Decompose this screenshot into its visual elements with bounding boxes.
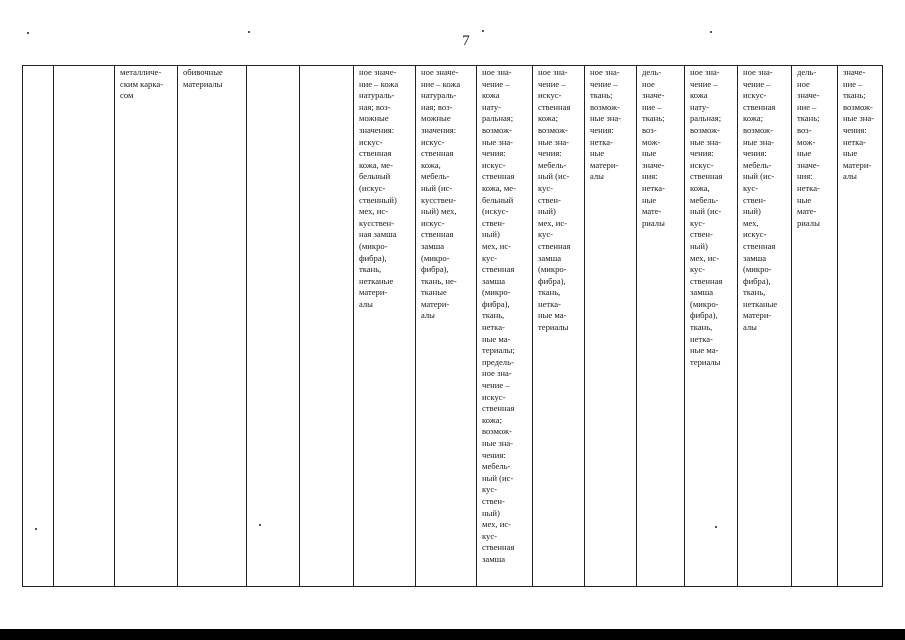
scan-speck [27, 32, 29, 34]
table-cell: дель- ное значе- ние – ткань; воз- мож- ные значе- ния: нетка- ные мате- риалы [637, 66, 685, 587]
scan-speck [710, 31, 712, 33]
table-cell: ное зна- чение – искус- ственная кожа; возмож- ные зна- чения: мебель- ный (ис- кус- ствен- ный) мех, ис- кус- ственная замша (микро- фибра), ткань, нетка- ные ма- териалы [533, 66, 585, 587]
table-cell [23, 66, 54, 587]
scan-speck [482, 30, 484, 32]
table-cell: ное зна- чение – кожа нату- ральная; возмож- ные зна- чения: искус- ственная кожа, ме- бельный (искус- ствен- ный) мех, ис- кус- ственная замша (микро- фибра), ткань, нетка- ные ма- териалы; предель- ное зна- чение – искус- ственная кожа; возмож- ные зна- чения: мебель- ный (ис- кус- ствен- ный) мех, ис- кус- ственная замша [477, 66, 533, 587]
table-cell: ное зна- чение – кожа нату- ральная; возмож- ные зна- чения: искус- ственная кожа, мебель- ный (ис- кус- ствен- ный) мех, ис- кус- ственная замша (микро- фибра), ткань, нетка- ные ма- териалы [685, 66, 738, 587]
table-cell [54, 66, 115, 587]
table-cell: металличе- ским карка- сом [115, 66, 178, 587]
table-cell: ное зна- чение – ткань; возмож- ные зна- чения: нетка- ные матери- алы [585, 66, 637, 587]
table-cell: дель- ное значе- ние – ткань; воз- мож- ные значе- ния: нетка- ные мате- риалы [792, 66, 838, 587]
specification-table [22, 65, 883, 587]
table-cell: ное значе- ние – кожа натураль- ная; воз- можные значения: искус- ственная кожа, мебель- ный (ис- кусствен- ный) мех, искус- ственная замша (микро- фибра), ткань, не- тканые матери- алы [416, 66, 477, 587]
table-cell: ное зна- чение – искус- ственная кожа; возмож- ные зна- чения: мебель- ный (ис- кус- ствен- ный) мех, искус- ственная замша (микро- фибра), ткань, нетканые матери- алы [738, 66, 792, 587]
scan-speck [248, 31, 250, 33]
table-cell [247, 66, 300, 587]
scan-bottom-border [0, 629, 905, 640]
page-number: 7 [462, 33, 470, 49]
table-cell [300, 66, 354, 587]
table-row [23, 66, 883, 587]
table-cell: обивочные материалы [178, 66, 247, 587]
table-cell: значе- ние – ткань; возмож- ные зна- чения: нетка- ные матери- алы [838, 66, 883, 587]
table-cell: ное значе- ние – кожа натураль- ная; воз- можные значения: искус- ственная кожа, ме- бельный (искус- ственный) мех, ис- кусствен- ная замша (микро- фибра), ткань, нетканые матери- алы [354, 66, 416, 587]
